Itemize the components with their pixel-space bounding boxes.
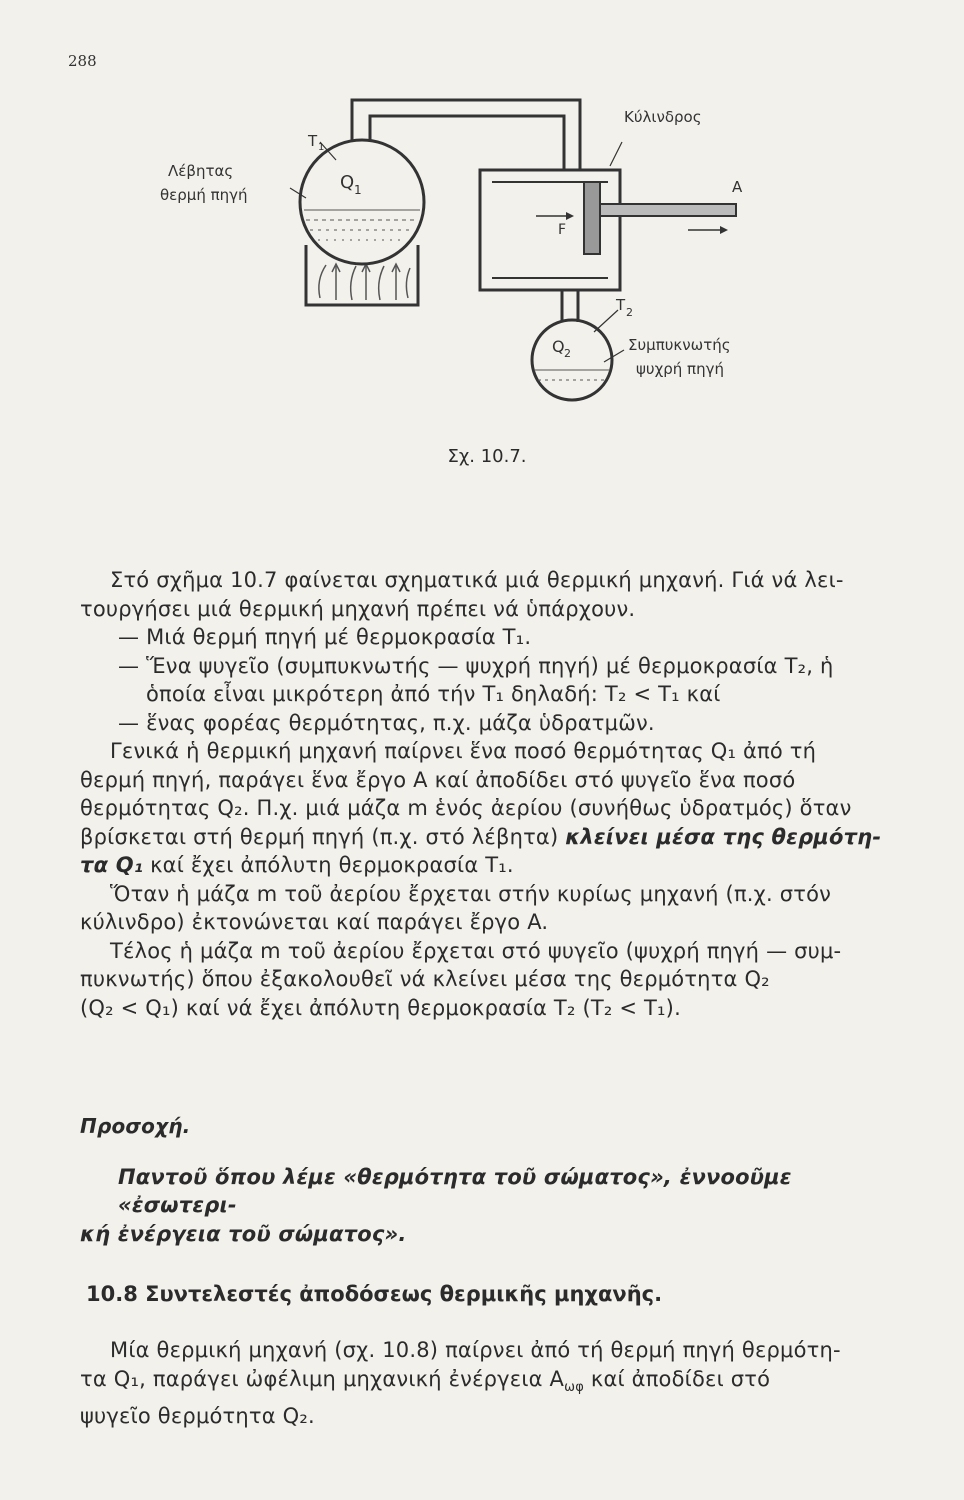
paragraph-line [80,851,910,880]
paragraph-line: Στό σχῆμα 10.7 φαίνεται σχηματικά μιά θερμική μηχανή. Γιά νά λει- [110,568,844,592]
section-body [80,1336,910,1431]
page-number: 288 [68,52,97,70]
note-line: Παντοῦ ὅπου λέμε «θερμότητα τοῦ σώματος», ἐννοοῦμε «ἐσωτερι- [118,1164,792,1217]
paragraph-line: κύλινδρο) ἐκτονώνεται καί παράγει ἔργο A. [80,910,549,934]
label-cylinder: Κύλινδρος [624,108,702,126]
text-span: καί ἔχει ἀπόλυτη θερμοκρασία T₁. [143,853,514,877]
figure-caption: Σχ. 10.7. [447,446,527,467]
furnace-box [306,245,418,305]
piston [584,182,600,254]
label-t1: T [308,132,318,150]
body-text-main [80,566,910,1022]
boiler-sphere [300,140,424,264]
piston-rod [600,204,736,216]
label-t2: T [616,296,626,314]
paragraph-line: θερμότητας Q₂. Π.χ. μιά μάζα m ἑνός ἀερίου (συνήθως ὑδρατμός) ὅταν [80,796,852,820]
label-condenser: Συμπυκνωτής [628,336,731,354]
text-span: βρίσκεται στή θερμή πηγή (π.χ. στό λέβητα) [80,824,566,849]
label-force: F [558,222,567,238]
boiler-water [304,210,420,240]
list-item: — ἕνας φορέας θερμότητας, π.χ. μάζα ὑδρατμῶν. [118,710,655,735]
paragraph-line: (Q₂ < Q₁) καί νά ἔχει ἀπόλυτη θερμοκρασία T₂ (T₂ < T₁). [80,995,681,1020]
paragraph-line: Γενικά ἡ θερμική μηχανή παίρνει ἕνα ποσό θερμότητας Q₁ ἀπό τή [110,739,817,763]
label-t1-sub: 1 [318,142,325,153]
list-item: — Ἕνα ψυγεῖο (συμπυκνωτής — ψυχρή πηγή) μέ θερμοκρασία T₂, ἡ [118,653,834,678]
attention-block [80,1112,910,1248]
paragraph-line: πυκνωτής) ὅπου ἐξακολουθεῖ νά κλείνει μέσα της θερμότητα Q₂ [80,967,770,991]
heat-engine-figure [140,70,820,440]
label-hot-source: θερμή πηγή [160,186,248,204]
paragraph-line [80,1365,910,1403]
label-q1: Q [340,172,355,193]
note-line: κή ἐνέργεια τοῦ σώματος». [80,1221,407,1246]
label-cold-source: ψυχρή πηγή [636,360,724,378]
emphasis-text: τα Q₁ [80,853,144,877]
label-boiler: Λέβητας [168,162,234,180]
condenser-sphere [532,320,612,400]
label-q2: Q [552,337,565,356]
label-t2-sub: 2 [626,306,633,319]
steam-pipe-outer [352,100,580,170]
label-q1-sub: 1 [354,183,362,197]
paragraph-line: Τέλος ἡ μάζα m τοῦ ἀερίου ἔρχεται στό ψυγεῖο (ψυχρή πηγή — συμ- [110,938,842,963]
heat-engine-diagram [140,70,820,440]
list-item-continuation: ὁποία εἶναι μικρότερη ἀπό τήν T₁ δηλαδή: T₂ < T₁ καί [146,682,721,706]
paragraph-line: θερμή πηγή, παράγει ἕνα ἔργο A καί ἀποδίδει στό ψυγεῖο ἕνα ποσό [80,767,796,792]
emphasis-text: κλείνει μέσα της θερμότη- [565,824,882,849]
attention-heading: Προσοχή. [80,1114,191,1138]
section-heading: 10.8 Συντελεστές ἀποδόσεως θερμικῆς μηχανῆς. [86,1282,663,1306]
paragraph-line: τουργήσει μιά θερμική μηχανή πρέπει νά ὑπάρχουν. [80,596,636,621]
list-item: — Μιά θερμή πηγή μέ θερμοκρασία T₁. [118,625,532,649]
paragraph-line: Ὅταν ἡ μάζα m τοῦ ἀερίου ἔρχεται στήν κυρίως μηχανή (π.χ. στόν [110,881,832,906]
label-work: A [732,178,743,196]
paragraph-line: ψυγεῖο θερμότητα Q₂. [80,1404,315,1429]
steam-pipe-inner [370,116,564,170]
text-span: καί ἀποδίδει στό [584,1366,771,1391]
paragraph-line: Μία θερμική μηχανή (σχ. 10.8) παίρνει ἀπό τή θερμή πηγή θερμότη- [110,1338,841,1362]
paragraph-line [80,823,910,852]
flames-icon [319,264,410,300]
condenser-water [534,370,610,380]
subscript: ωφ [564,1379,584,1395]
text-span: τα Q₁, παράγει ὠφέλιμη μηχανική ἐνέργεια A [80,1366,565,1391]
label-q2-sub: 2 [564,347,571,360]
